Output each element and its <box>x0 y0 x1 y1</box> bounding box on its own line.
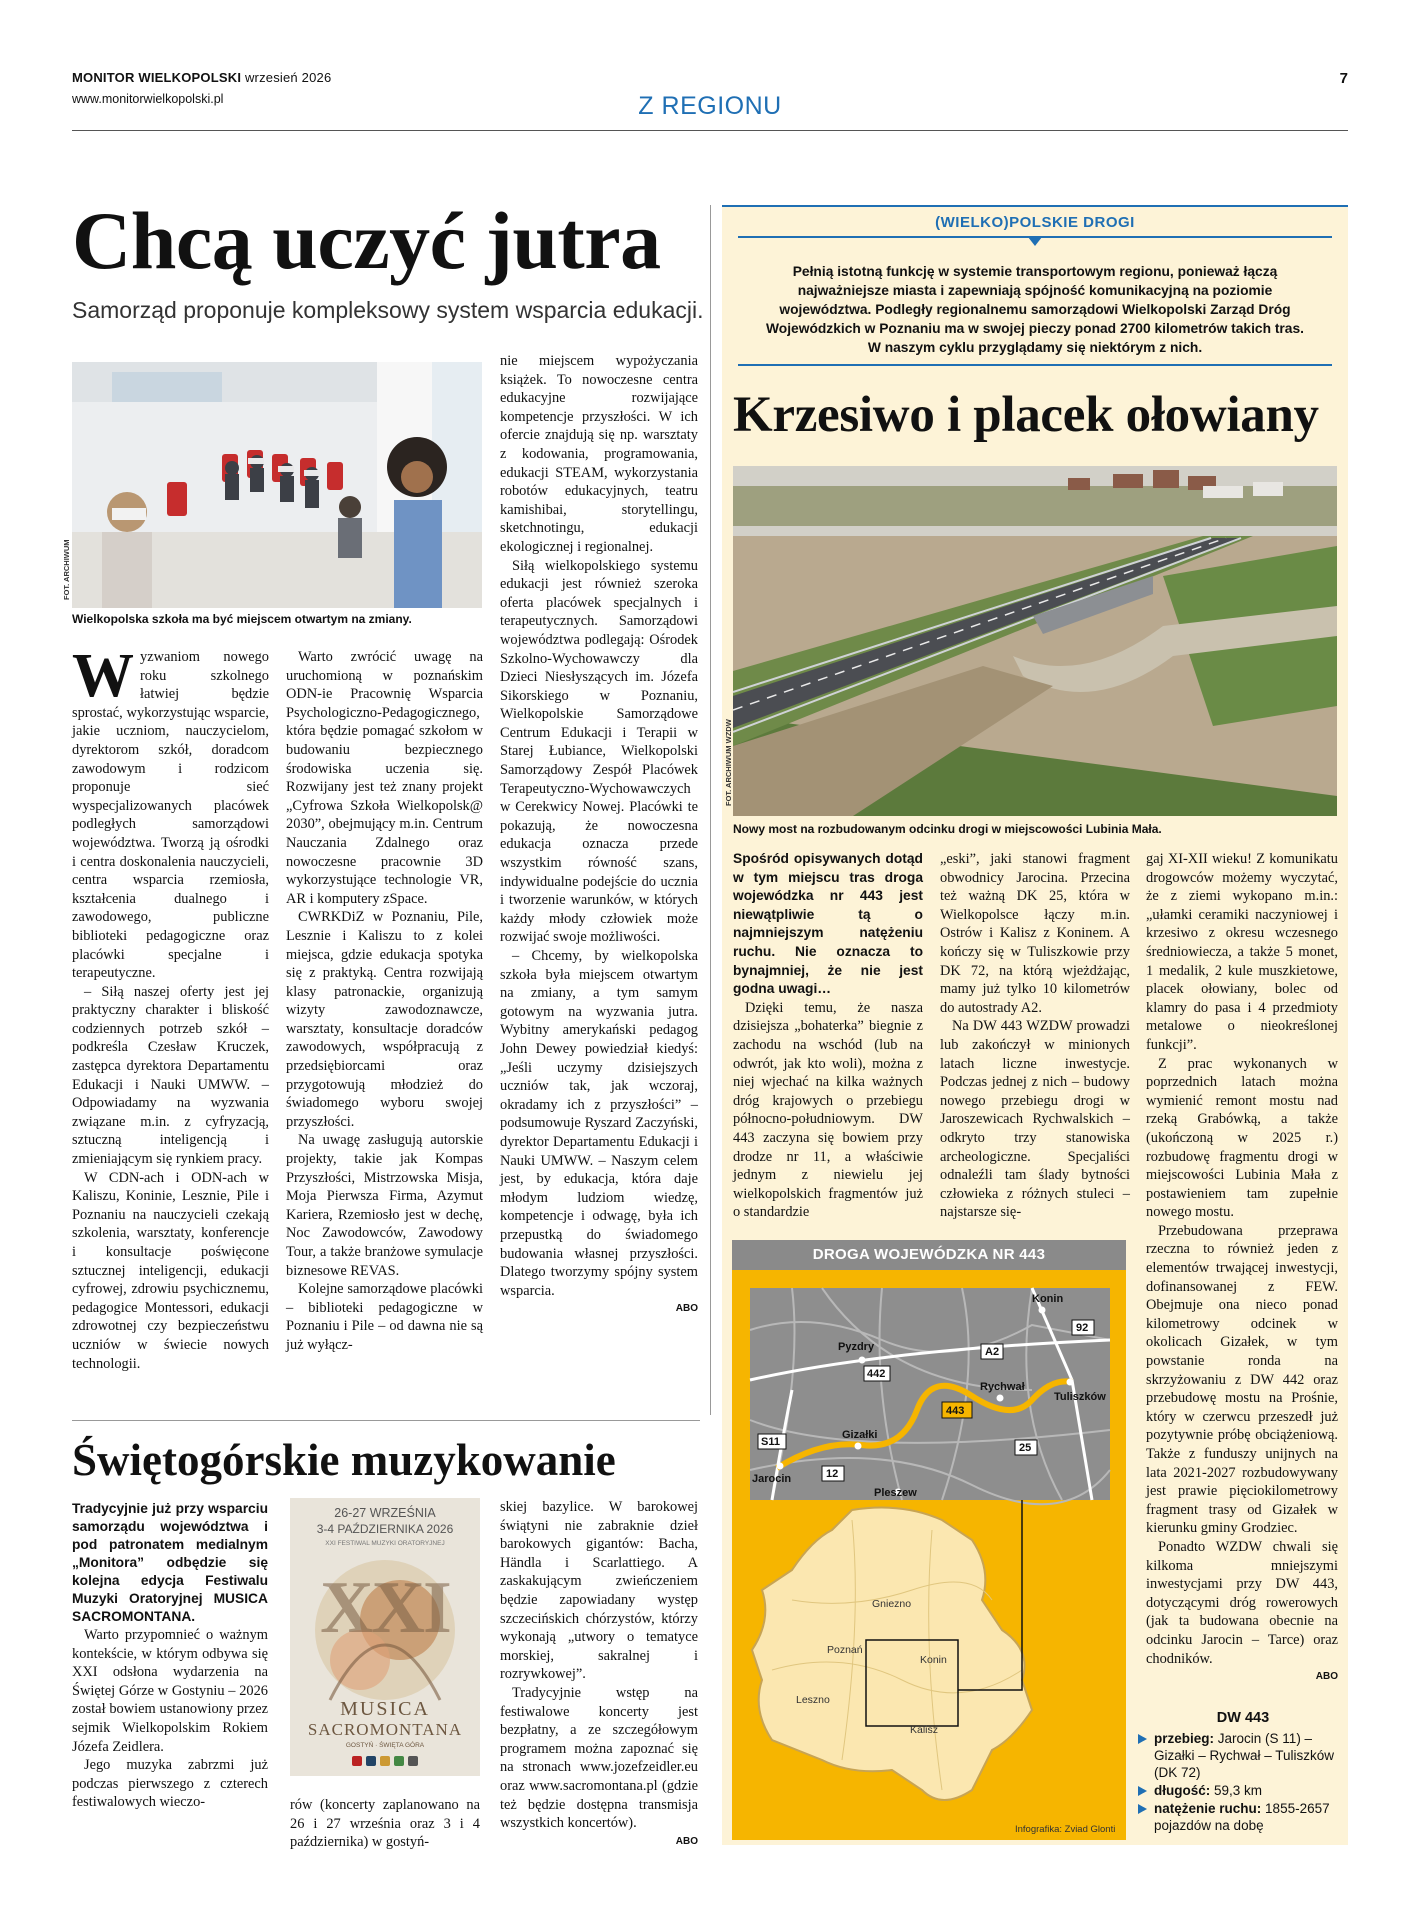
header-rule <box>72 130 1348 131</box>
rubric-pointer-icon <box>1028 237 1042 246</box>
road-shield: 92 <box>1076 1322 1089 1334</box>
paragraph: Kolejne samorządowe placówki – biblioteki pedagogiczne w Poznaniu i Pile – od dawna nie są już wyłącz- <box>286 1281 483 1353</box>
paragraph: Warto przypomnieć o ważnym kontekście, w którym odbywa się XXI odsłona wydarzenia na Świętej Górze w Gostyniu – 2026 został bowiem ustanowiony przez sejmik Wielkopolskim Rokiem Józefa Zeidlera. <box>72 1627 268 1755</box>
logo-icon <box>394 1756 404 1766</box>
factbox-label: długość: <box>1154 1783 1211 1798</box>
map-label: Leszno <box>796 1694 830 1706</box>
paragraph: „eski”, jaki stanowi fragment obwodnicy Jarocina. Przecina też ważną DK 25, która w Wielkopolsce łączy m.in. Ostrów i Kalisz z Koninem. A kończy się w Tuliszkowie przy DK 72, na którą wjeżdżając, mamy już tylko 10 kilometrów do autostrady A2. <box>940 851 1130 1016</box>
article2-headline: Krzesiwo i placek ołowiany <box>733 387 1319 443</box>
paragraph: W CDN-ach i ODN-ach w Kaliszu, Koninie, Lesznie, Pile i Poznaniu na nauczycieli czekają szkolenia, warsztaty, konferencje i konsultacje poświęcone sztucznej inteligencji, edukacji cyfrowej, zdrowiu psychicznemu, pedagogice Montessori, edukacji zdrowotnej czy bezpieczeństwu uczniów w świecie nowych technologii. <box>72 1169 269 1372</box>
road-shield: 25 <box>1019 1442 1032 1454</box>
issue-date: wrzesień 2026 <box>244 70 332 85</box>
column-rule <box>710 205 711 1415</box>
article3-column-1 <box>72 1500 268 1812</box>
road-factbox <box>1138 1710 1348 1835</box>
page-number: 7 <box>1339 70 1348 87</box>
map-label: Kalisz <box>910 1724 939 1736</box>
road-shield: 443 <box>946 1405 965 1417</box>
paragraph: Na uwagę zasługują autorskie projekty, takie jak Kompas Przyszłości, Mistrzowska Misja, Moja Pierwsza Firma, Azymut Kariera, Rzemiosło jest w dechę, Noc Zawodowców, Zawodowy Tour, a także branżowe symulacje biznesowe REVAS. <box>286 1132 483 1279</box>
factbox-value: 1855-2657 pojazdów na dobę <box>1154 1801 1330 1833</box>
paragraph: gaj XI-XII wieku! Z komunikatu drogowców możemy wyczytać, że z ziemi wykopano m.in.: „ułamki ceramiki naczyniowej i krzesiwo z okresu wczesnego średniowiecza, a także 5 monet, 1 medalik, 2 kule muszkietowe, placek ołowiany, bolec od klamry do pasa i 4 przedmioty metalowe o nieokreślonej funkcji”. <box>1146 851 1338 1053</box>
article3-signature: ABO <box>675 1835 698 1847</box>
paragraph: Przebudowana przeprawa rzeczna to również jeden z elementów trwającej inwestycji, dofinansowanej z FEW. Obejmuje ona nieco ponad kilometrowy odcinek w okolicach Gizałek, w tym powstanie ronda na skrzyżowaniu z DW 442 oraz przebudowę mostu na Prośnie, który w czerwcu przeszedł już pozytywnie próbę obciążeniową. Także z funduszy unijnych na lata 2021-2027 rozbudowywany jest prawie pięciokilometrowy fragment trasy od Gizałek w kierunku gminy Grodziec. <box>1146 1222 1338 1537</box>
series-intro: Pełnią istotną funkcję w systemie transportowym regionu, ponieważ łączą najważniejsze miasta i zapewniają spójność komunikacyjną na poziomie województwa. Podległy regionalnemu samorządowi Wielkopolski Zarząd Dróg Wojewódzkich w Poznaniu ma w swojej pieczy ponad 2700 kilometrów takich tras. W naszym cyklu przyglądamy się niektórym z nich. <box>766 264 1304 355</box>
poster-dates-2: 3-4 PAŹDZIERNIKA 2026 <box>316 1522 454 1536</box>
factbox-value: Jarocin (S 11) – Gizałki – Rychwał – Tuliszków (DK 72) <box>1154 1731 1335 1780</box>
dropcap: W <box>72 642 134 710</box>
map-label: Pyzdry <box>838 1341 875 1353</box>
website-link[interactable]: www.monitorwielkopolski.pl <box>72 92 224 106</box>
paragraph: – Siłą naszej oferty jest jej praktyczny charakter i bliskość codziennych potrzeb szkół – podkreśla Czesław Kruczek, zastępca dyrektora Departamentu Edukacji i Nauki UMWW. – Odpowiadamy na wyzwania związane m.in. z cyfryzacją, sztuczną inteligencją i zmieniającym się rynkiem pracy. <box>72 983 269 1168</box>
map-label: Poznań <box>827 1644 863 1656</box>
triangle-bullet-icon <box>1138 1734 1147 1744</box>
article-separator <box>72 1420 700 1421</box>
road-shield: 442 <box>867 1368 886 1380</box>
triangle-bullet-icon <box>1138 1804 1147 1814</box>
poster-dates-1: 26-27 WRZEŚNIA <box>334 1506 436 1520</box>
factbox-item <box>1138 1800 1348 1834</box>
section-label: Z REGIONU <box>638 92 782 120</box>
logo-icon <box>380 1756 390 1766</box>
bridge-aerial-photo <box>733 466 1337 816</box>
article2-signature: ABO <box>1315 1671 1338 1683</box>
map-header: DROGA WOJEWÓDZKA NR 443 <box>732 1240 1126 1270</box>
masthead-title <box>72 70 331 85</box>
map-label: Rychwał <box>980 1381 1025 1393</box>
poster-title-2: SACROMONTANA <box>307 1720 463 1739</box>
map-label: Tuliszków <box>1054 1391 1106 1403</box>
logo-icon <box>352 1756 362 1766</box>
road-shield: S11 <box>761 1436 780 1448</box>
logo-icon <box>366 1756 376 1766</box>
article1-column-3 <box>500 352 698 1319</box>
article2-column-2 <box>940 850 1130 1222</box>
article3-headline: Świętogórskie muzykowanie <box>72 1435 616 1485</box>
article1-deck: Samorząd proponuje kompleksowy system wsparcia edukacji. <box>72 297 704 323</box>
article1-headline: Chcą uczyć jutra <box>72 195 661 286</box>
paragraph: Na DW 443 WZDW prowadzi lub zakończył w minionych latach liczne inwestycje. Podczas jednej z nich – budowy nowego przebiegu drogi w Jaroszewicach Rychwalskich – odkryto trzy stanowiska archeologiczne. Specjaliści odnaleźli tam ślady bytności człowieka z różnych stuleci – najstarsze się- <box>940 1018 1130 1221</box>
poster-subtitle: XXI FESTIWAL MUZYKI ORATORYJNEJ <box>325 1540 445 1547</box>
factbox-title: DW 443 <box>1216 1710 1270 1726</box>
intro-rule <box>738 364 1332 366</box>
article2-column-3 <box>1146 850 1338 1687</box>
paragraph: Siłą wielkopolskiego systemu edukacji jest również szeroka oferta placówek specjalnych i terapeutycznych. Samorządowi województwa podlegają: Ośrodek Szkolno-Wychowawczy dla Dzieci Niesłyszących im. Józefa Sikorskiego w Poznaniu, Wielkopolskie Samorządowe Centrum Edukacji i Terapii w Starej Łubiance, Wielkopolski Samorządowy Zespół Placówek Terapeutyczno-Wychowawczych w Cerekwicy Nowej. Placówki te pokazują, że nowoczesna edukacja oznacza przede wszystkim równość szans, indywidualne podejście do ucznia i tworzenie warunków, w których każdy młody człowiek może rozwijać swoje możliwości. <box>500 557 698 946</box>
paragraph: Tradycyjnie wstęp na festiwalowe koncerty jest bezpłatny, a ze szczegółowym programem można zapoznać się na stronach www.jozefzeidler.eu oraz www.sacromontana.pl (gdzie też będzie dostępna transmisja wszystkich koncertów). <box>500 1684 698 1832</box>
publication-name: MONITOR WIELKOPOLSKI <box>72 70 242 85</box>
poster-place: GOSTYŃ · ŚWIĘTA GÓRA <box>345 1742 425 1749</box>
road-shield: 12 <box>826 1468 839 1480</box>
article3-column-2 <box>290 1796 480 1852</box>
paragraph: yzwaniom nowego roku szkolnego łatwiej będzie sprostać, wykorzystując wsparcie, jakie uczniom, nauczycielom, dyrektorom szkół, doradcom zawodowym i rodzicom proponuje sieć wyspecjalizowanych placówek podległych samorządowi województwa. Tworzą ją ośrodki i centra doskonalenia nauczycieli, centra wsparcia rzemiosła, kształcenia dualnego i zawodowego, publiczne biblioteki pedagogiczne oraz placówki specjalne i terapeutyczne. <box>72 649 269 982</box>
series-rubric: (WIELKO)POLSKIE DROGI <box>935 214 1135 231</box>
map-label: Gizałki <box>842 1429 878 1441</box>
road-shield: A2 <box>985 1346 1000 1358</box>
map-label: Gniezno <box>872 1598 912 1610</box>
map-label: Jarocin <box>752 1473 792 1485</box>
map-label: Konin <box>920 1654 947 1666</box>
paragraph: Ponadto WZDW chwali się kilkoma mniejszymi inwestycjami przy DW 443, dotyczącymi dróg rowerowych (jak ta budowana obecnie na odcinku Jarocin – Tarce) oraz chodników. <box>1146 1538 1338 1667</box>
paragraph: – Chcemy, by wielkopolska szkoła była miejscem otwartym na zmiany, a tym samym gotowym na wyzwania jutra. Wybitny amerykański pedagog John Dewey powiedział kiedyś: „Jeśli uczymy dzisiejszych uczniów tak, jak wczoraj, okradamy ich z przyszłości” – podsumowuje Ryszard Zaczyński, dyrektor Departamentu Edukacji i Nauki UMWW. – Naszym celem jest, by edukacja, która daje młodym ludziom wiedzę, kompetencje i odwagę, była ich przepustką do świadomego budowania własnej przyszłości. Dlatego tworzymy spójny system wsparcia. <box>500 948 698 1299</box>
paragraph: Dzięki temu, że nasza dzisiejsza „bohaterka” biegnie z zachodu na wschód (lub na odwrót, jak kto woli), można z niej wjechać na kilka ważnych dróg krajowych o przebiegu północno-południowym. DW 443 zaczyna się bowiem przy drodze nr 11, a właściwie jednym z niewielu jej wielkopolskich fragmentów już o standardzie <box>733 999 923 1221</box>
paragraph: CWRKDiZ w Poznaniu, Pile, Lesznie i Kaliszu to z kolei miejsca, gdzie edukacja spotyka się z praktyką. Centra rozwijają klasy patronackie, organizują wizyty zawodoznawcze, warsztaty, konsultacje doradców zawodowych, współpracują z przedsiębiorcami oraz przygotowują młodzież do świadomego wyboru swojej przyszłości. <box>286 909 483 1130</box>
map-label: Konin <box>1032 1293 1064 1305</box>
road-map-infographic <box>732 1270 1126 1840</box>
factbox-value: 59,3 km <box>1214 1783 1263 1798</box>
factbox-label: natężenie ruchu: <box>1154 1801 1262 1816</box>
classroom-photo <box>72 362 482 608</box>
article2-column-1 <box>733 850 923 1222</box>
poster-numeral: XXI <box>320 1567 450 1649</box>
triangle-bullet-icon <box>1138 1786 1147 1796</box>
article3-lead: Tradycyjnie już przy wsparciu samorządu województwa i pod patronatem medialnym „Monitora” odbędzie się kolejna edycja Festiwalu Muzyki Oratoryjnej MUSICA SACROMONTANA. <box>72 1501 268 1624</box>
map-label: Pleszew <box>874 1487 917 1499</box>
photo2-caption: Nowy most na rozbudowanym odcinku drogi w miejscowości Lubinia Mała. <box>733 822 1162 836</box>
festival-poster <box>290 1498 480 1776</box>
article1-column-2 <box>286 648 483 1355</box>
map-credit: Infografika: Zviad Glonti <box>1015 1824 1116 1835</box>
paragraph: Z prac wykonanych w poprzednich latach można wymienić remont mostu nad rzeką Grabówką, a także (ukończoną w 2025 r.) rozbudowę fragmentu drogi w miejscowości Lubinia Mała z postawieniem tam zupełnie nowego mostu. <box>1146 1055 1338 1221</box>
paragraph: skiej bazylice. W barokowej świątyni nie zabraknie dzieł barokowych gigantów: Bacha, Händla i Scarlattiego. A zaskakującym zwieńczeniem będzie zapowiadany występ szczecińskich chórzystów, którzy wykonają „utwory o tematyce morskiej, sakralnej i rozrywkowej”. <box>500 1499 698 1683</box>
photo1-caption: Wielkopolska szkoła ma być miejscem otwartym na zmiany. <box>72 612 412 626</box>
sponsor-logos <box>310 1756 460 1768</box>
factbox-label: przebieg: <box>1154 1731 1215 1746</box>
panel-top-rule <box>722 205 1348 207</box>
article3-column-3 <box>500 1498 698 1851</box>
logo-icon <box>408 1756 418 1766</box>
paragraph: Warto zwrócić uwagę na uruchomioną w poznańskim ODN-ie Pracownię Wsparcia Psychologiczno-Pedagogicznego, która będzie pomagać szkołom w budowaniu bezpiecznego środowiska uczenia się. Rozwijany jest też znany projekt „Cyfrowa Szkoła Wielkopolsk@ 2030”, obejmujący m.in. Centrum Nauczania Zdalnego oraz nowoczesne pracownie 3D wykorzystujące technologie VR, AR i komputery zSpace. <box>286 649 483 907</box>
article1-signature: ABO <box>675 1303 698 1315</box>
article2-lead: Spośród opisywanych dotąd w tym miejscu tras droga wojewódzka nr 443 jest niewątpliwie tą o najmniejszym natężeniu ruchu. Nie oznacza to bynajmniej, że nie jest godna uwagi… <box>733 851 923 997</box>
paragraph: Jego muzyka zabrzmi już podczas pierwszego z czterech festiwalowych wieczo- <box>72 1757 268 1811</box>
factbox-item <box>1138 1730 1348 1781</box>
paragraph: rów (koncerty zaplanowano na 26 i 27 września oraz 3 i 4 października) w gostyń- <box>290 1797 480 1851</box>
poster-title-1: MUSICA <box>340 1698 430 1720</box>
paragraph: nie miejscem wypożyczania książek. To nowoczesne centra edukacyjne rozwijające kompetencje przyszłości. W ich ofercie znajdują się np. warsztaty z kodowania, programowania, edukacji STEAM, wykorzystania robotów edukacyjnych, teatru kamishibai, storytellingu, sketchnotingu, edukacji ekologicznej i regionalnej. <box>500 353 698 555</box>
factbox-item <box>1138 1782 1348 1799</box>
article1-column-1 <box>72 642 269 1373</box>
